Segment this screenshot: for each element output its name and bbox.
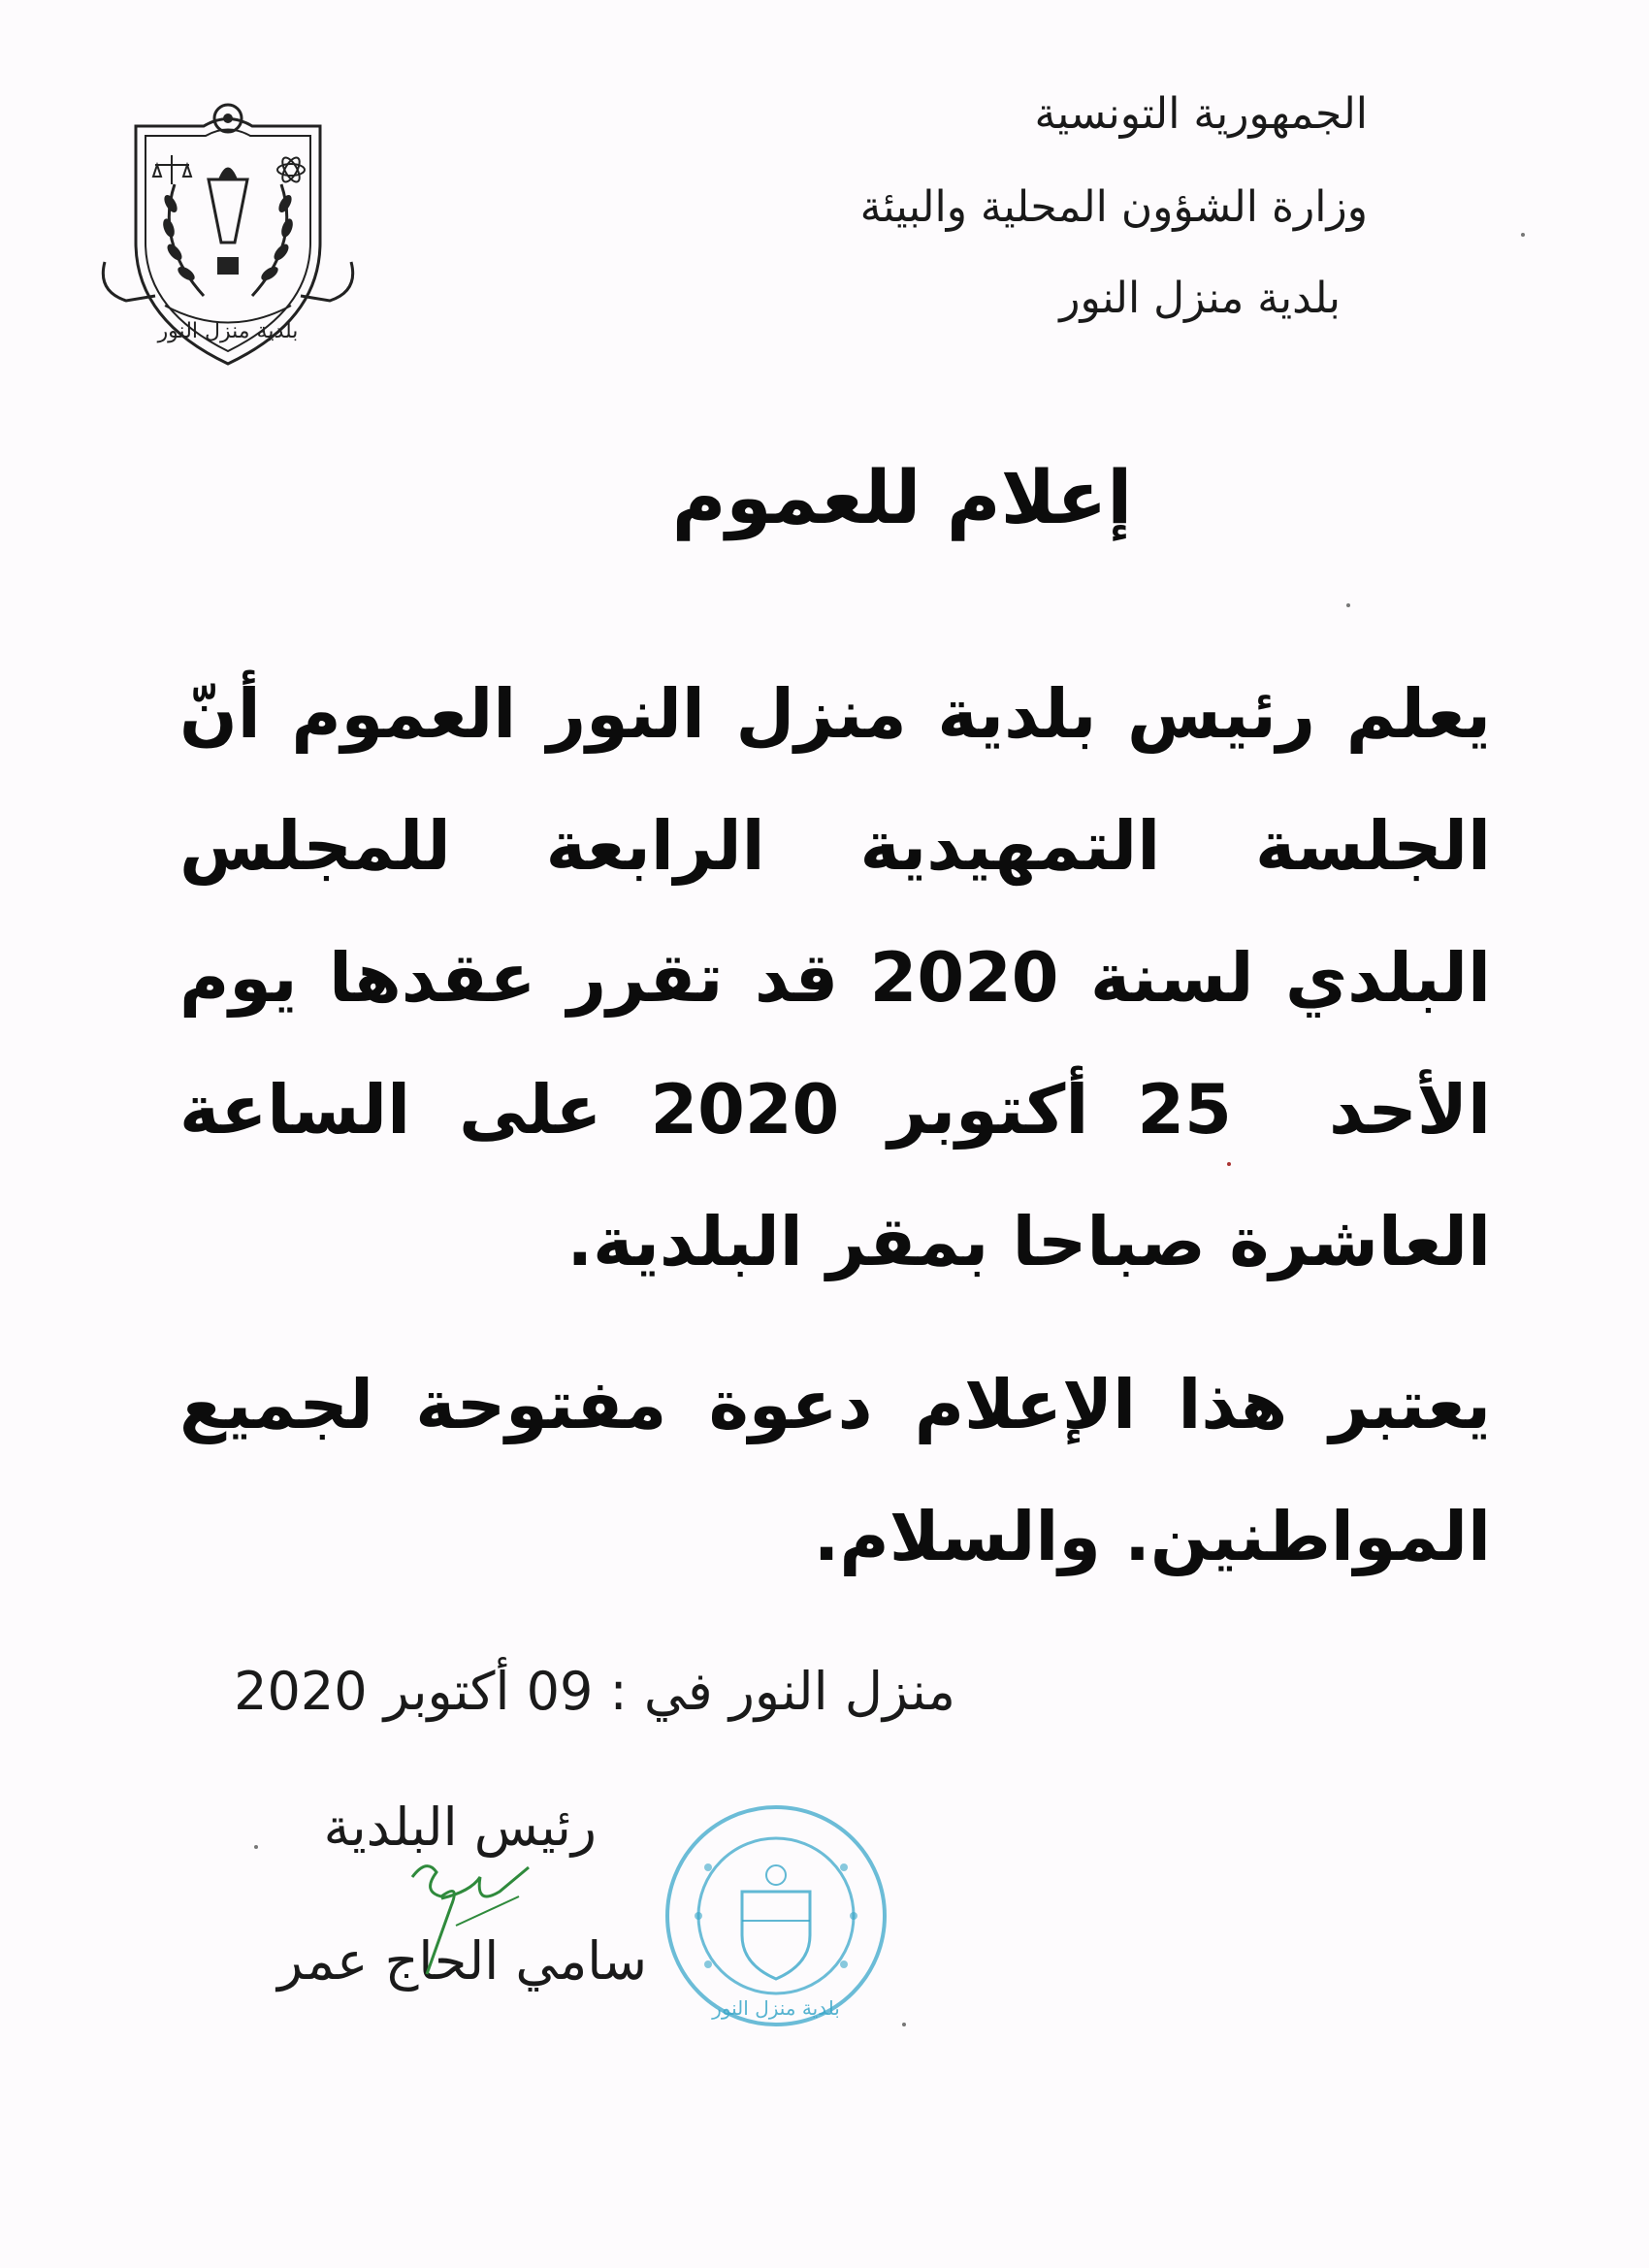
municipal-crest-icon [97,97,359,373]
paragraph-line: الأحد 25 أكتوبر 2020 على الساعة [179,1070,1492,1150]
paragraph-line: البلدي لسنة 2020 قد تقرر عقدها يوم [179,938,1492,1018]
header-country: الجمهورية التونسية [1034,89,1368,139]
paragraph-line: يعتبر هذا الإعلام دعوة مفتوحة لجميع [179,1365,1491,1444]
place-date: منزل النور في : 09 أكتوبر 2020 [234,1661,955,1722]
scan-speck [1227,1162,1231,1166]
paragraph-line: يعلم رئيس بلدية منزل النور العموم أنّ [179,674,1491,754]
paragraph-line: العاشرة صباحا بمقر البلدية. [566,1202,1491,1281]
page-title: إعلام للعموم [671,454,1133,540]
paragraph-line: الجلسة التمهيدية الرابعة للمجلس [179,806,1491,886]
announcement-paragraph [179,648,1491,1308]
emblem-caption: بلدية منزل النور [157,319,299,343]
paragraph-line: المواطنين. والسلام. [813,1497,1491,1576]
stamp-text: بلدية منزل النور [712,1996,840,2020]
header-ministry: وزارة الشؤون المحلية والبيئة [859,182,1368,232]
signatory-title: رئيس البلدية [323,1797,597,1858]
scan-speck [1521,233,1525,237]
invitation-paragraph [179,1339,1491,1603]
handwritten-signature-icon [383,1838,538,1984]
scan-speck [254,1845,258,1849]
signatory-name: سامي الحاج عمر [277,1930,647,1992]
scan-speck [1346,603,1350,607]
scan-speck [902,2023,906,2026]
header-municipality: بلدية منزل النور [1059,274,1341,323]
official-stamp-icon [660,1799,892,2032]
